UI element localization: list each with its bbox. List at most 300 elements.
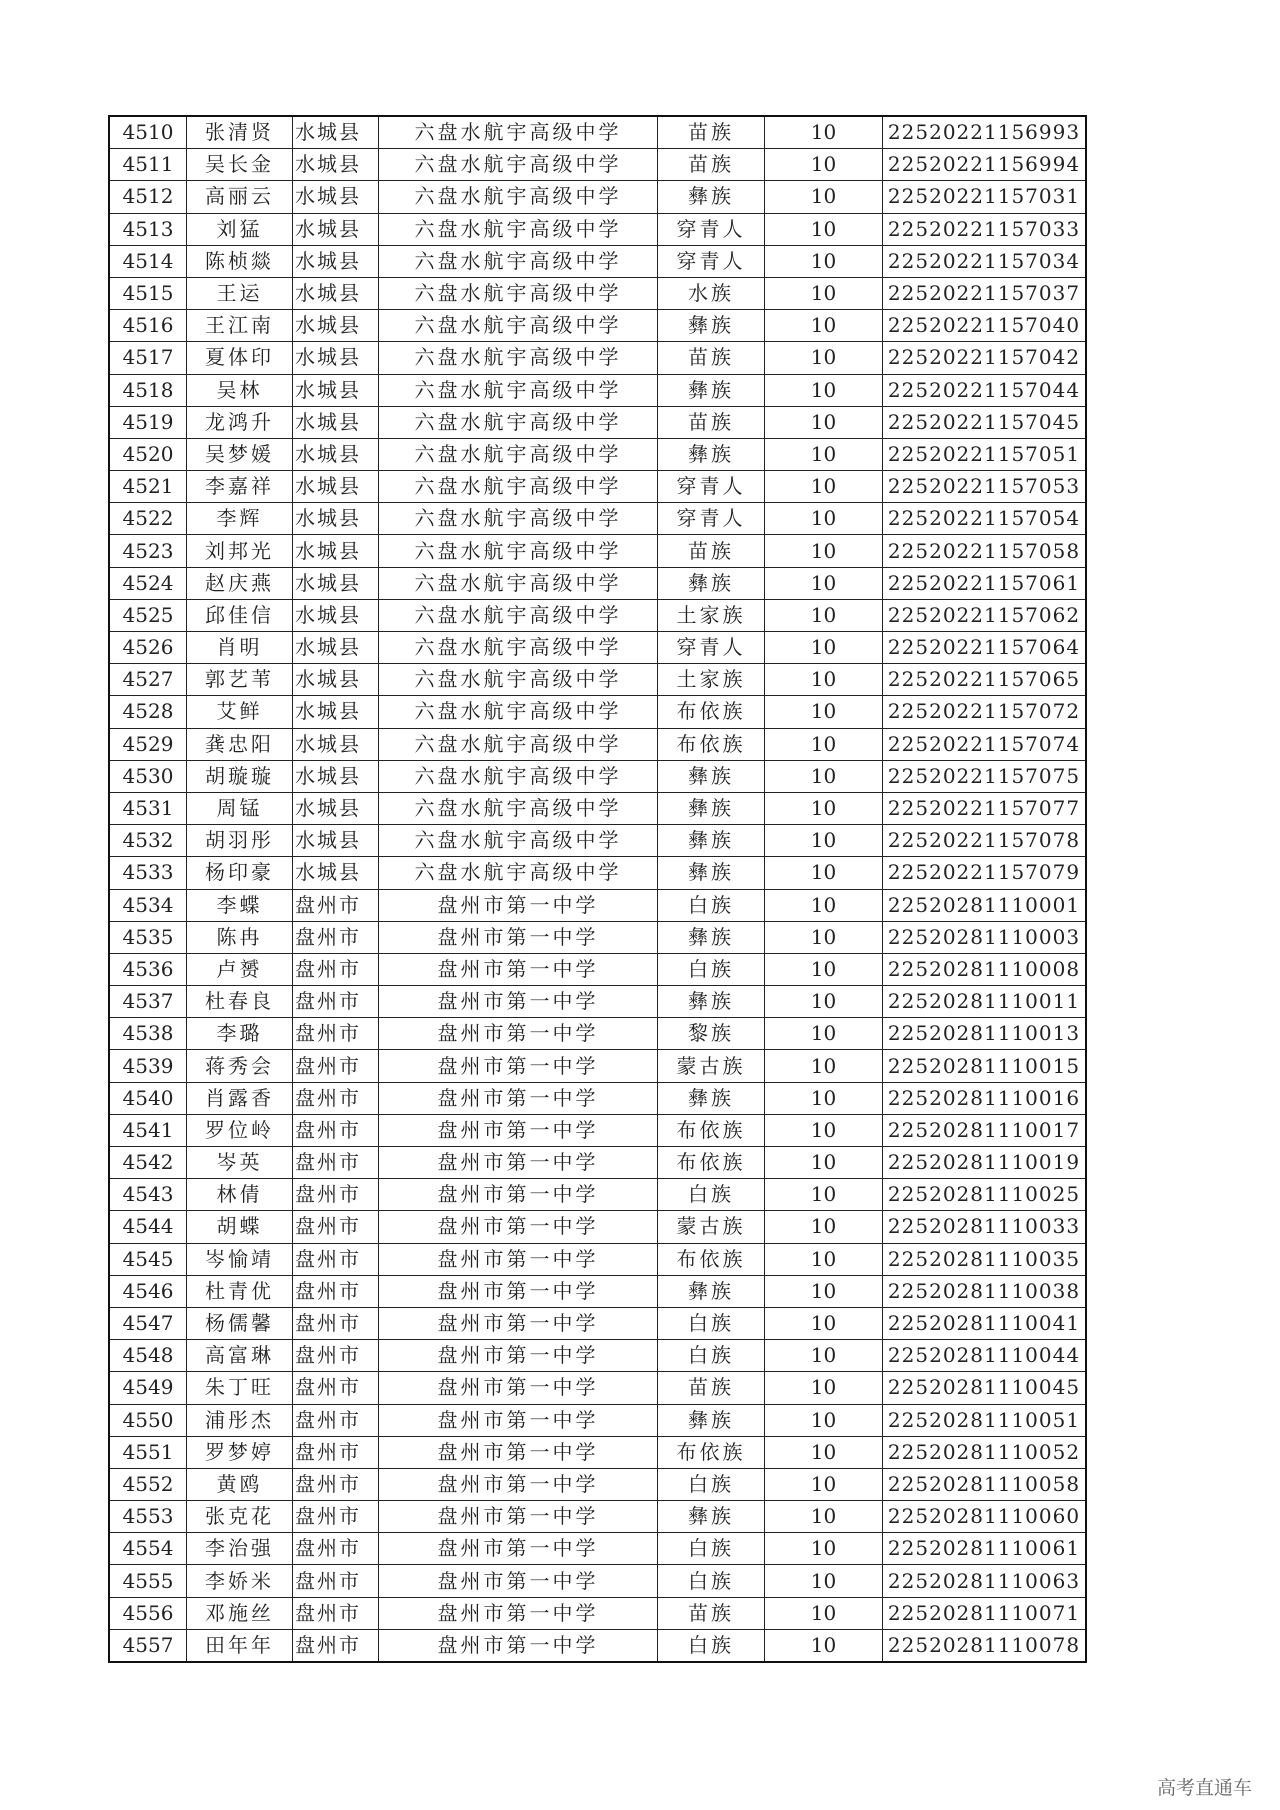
student-name-cell: 胡璇璇 [187, 760, 293, 792]
table-row [109, 116, 1086, 149]
table-row [109, 1533, 1086, 1565]
row-number-cell: 4543 [109, 1179, 187, 1211]
exam-number-cell: 22520221157065 [883, 664, 1087, 696]
ethnicity-cell: 彝族 [658, 825, 765, 857]
student-name-cell: 郭艺苇 [187, 664, 293, 696]
score-cell: 10 [765, 374, 883, 406]
row-number-cell: 4554 [109, 1533, 187, 1565]
score-cell: 10 [765, 213, 883, 245]
county-cell: 水城县 [293, 760, 379, 792]
table-row [109, 149, 1086, 181]
table-row [109, 535, 1086, 567]
table-row [109, 503, 1086, 535]
table-row [109, 1275, 1086, 1307]
row-number-cell: 4528 [109, 696, 187, 728]
exam-number-cell: 22520221157031 [883, 181, 1087, 213]
table-row [109, 1114, 1086, 1146]
table-row [109, 374, 1086, 406]
table-row [109, 632, 1086, 664]
score-cell: 10 [765, 921, 883, 953]
exam-number-cell: 22520281110011 [883, 986, 1087, 1018]
table-row [109, 471, 1086, 503]
row-number-cell: 4511 [109, 149, 187, 181]
ethnicity-cell: 苗族 [658, 342, 765, 374]
ethnicity-cell: 彝族 [658, 1275, 765, 1307]
county-cell: 盘州市 [293, 1050, 379, 1082]
student-name-cell: 林倩 [187, 1179, 293, 1211]
ethnicity-cell: 苗族 [658, 1597, 765, 1629]
county-cell: 水城县 [293, 471, 379, 503]
student-name-cell: 夏体印 [187, 342, 293, 374]
table-row [109, 567, 1086, 599]
table-row [109, 1243, 1086, 1275]
student-name-cell: 杨印豪 [187, 857, 293, 889]
school-name-cell: 六盘水航宇高级中学 [379, 792, 658, 824]
student-name-cell: 高富琳 [187, 1340, 293, 1372]
row-number-cell: 4519 [109, 406, 187, 438]
score-cell: 10 [765, 116, 883, 149]
student-name-cell: 罗梦婷 [187, 1436, 293, 1468]
row-number-cell: 4521 [109, 471, 187, 503]
student-name-cell: 李嘉祥 [187, 471, 293, 503]
score-cell: 10 [765, 632, 883, 664]
county-cell: 盘州市 [293, 1565, 379, 1597]
county-cell: 水城县 [293, 438, 379, 470]
school-name-cell: 盘州市第一中学 [379, 1565, 658, 1597]
student-name-cell: 黄鸥 [187, 1468, 293, 1500]
score-cell: 10 [765, 760, 883, 792]
county-cell: 盘州市 [293, 1243, 379, 1275]
row-number-cell: 4548 [109, 1340, 187, 1372]
ethnicity-cell: 布依族 [658, 1243, 765, 1275]
exam-number-cell: 22520281110061 [883, 1533, 1087, 1565]
score-cell: 10 [765, 857, 883, 889]
exam-number-cell: 22520281110044 [883, 1340, 1087, 1372]
ethnicity-cell: 土家族 [658, 664, 765, 696]
school-name-cell: 盘州市第一中学 [379, 1629, 658, 1662]
row-number-cell: 4536 [109, 953, 187, 985]
table-row [109, 664, 1086, 696]
school-name-cell: 盘州市第一中学 [379, 1468, 658, 1500]
table-row [109, 760, 1086, 792]
county-cell: 水城县 [293, 181, 379, 213]
table-row [109, 1597, 1086, 1629]
student-name-cell: 李治强 [187, 1533, 293, 1565]
school-name-cell: 盘州市第一中学 [379, 1147, 658, 1179]
score-cell: 10 [765, 1404, 883, 1436]
row-number-cell: 4515 [109, 277, 187, 309]
student-name-cell: 王江南 [187, 310, 293, 342]
county-cell: 盘州市 [293, 1147, 379, 1179]
county-cell: 水城县 [293, 245, 379, 277]
ethnicity-cell: 彝族 [658, 921, 765, 953]
row-number-cell: 4547 [109, 1307, 187, 1339]
score-cell: 10 [765, 1597, 883, 1629]
county-cell: 盘州市 [293, 1404, 379, 1436]
score-cell: 10 [765, 1275, 883, 1307]
score-cell: 10 [765, 471, 883, 503]
exam-number-cell: 22520281110045 [883, 1372, 1087, 1404]
row-number-cell: 4529 [109, 728, 187, 760]
school-name-cell: 六盘水航宇高级中学 [379, 116, 658, 149]
school-name-cell: 盘州市第一中学 [379, 986, 658, 1018]
row-number-cell: 4542 [109, 1147, 187, 1179]
ethnicity-cell: 白族 [658, 1468, 765, 1500]
score-cell: 10 [765, 1211, 883, 1243]
ethnicity-cell: 蒙古族 [658, 1211, 765, 1243]
student-name-cell: 杨儒馨 [187, 1307, 293, 1339]
exam-number-cell: 22520281110001 [883, 889, 1087, 921]
exam-number-cell: 22520221157072 [883, 696, 1087, 728]
school-name-cell: 六盘水航宇高级中学 [379, 696, 658, 728]
student-name-cell: 李辉 [187, 503, 293, 535]
row-number-cell: 4556 [109, 1597, 187, 1629]
student-name-cell: 刘邦光 [187, 535, 293, 567]
exam-number-cell: 22520281110025 [883, 1179, 1087, 1211]
score-cell: 10 [765, 277, 883, 309]
ethnicity-cell: 白族 [658, 1179, 765, 1211]
county-cell: 盘州市 [293, 1436, 379, 1468]
table-row [109, 857, 1086, 889]
student-name-cell: 岑英 [187, 1147, 293, 1179]
table-row [109, 696, 1086, 728]
score-cell: 10 [765, 503, 883, 535]
ethnicity-cell: 苗族 [658, 116, 765, 149]
school-name-cell: 盘州市第一中学 [379, 1275, 658, 1307]
county-cell: 水城县 [293, 503, 379, 535]
ethnicity-cell: 水族 [658, 277, 765, 309]
ethnicity-cell: 黎族 [658, 1018, 765, 1050]
exam-number-cell: 22520221157079 [883, 857, 1087, 889]
county-cell: 水城县 [293, 310, 379, 342]
row-number-cell: 4530 [109, 760, 187, 792]
score-cell: 10 [765, 1501, 883, 1533]
exam-number-cell: 22520281110058 [883, 1468, 1087, 1500]
county-cell: 水城县 [293, 632, 379, 664]
score-cell: 10 [765, 986, 883, 1018]
row-number-cell: 4518 [109, 374, 187, 406]
school-name-cell: 六盘水航宇高级中学 [379, 471, 658, 503]
exam-number-cell: 22520221157078 [883, 825, 1087, 857]
ethnicity-cell: 彝族 [658, 310, 765, 342]
ethnicity-cell: 苗族 [658, 535, 765, 567]
exam-number-cell: 22520221157074 [883, 728, 1087, 760]
ethnicity-cell: 穿青人 [658, 503, 765, 535]
county-cell: 盘州市 [293, 1179, 379, 1211]
school-name-cell: 盘州市第一中学 [379, 1340, 658, 1372]
row-number-cell: 4513 [109, 213, 187, 245]
exam-number-cell: 22520281110008 [883, 953, 1087, 985]
ethnicity-cell: 苗族 [658, 406, 765, 438]
exam-number-cell: 22520281110078 [883, 1629, 1087, 1662]
table-row [109, 1501, 1086, 1533]
student-name-cell: 高丽云 [187, 181, 293, 213]
score-cell: 10 [765, 535, 883, 567]
county-cell: 盘州市 [293, 1307, 379, 1339]
ethnicity-cell: 白族 [658, 1629, 765, 1662]
student-name-cell: 杜青优 [187, 1275, 293, 1307]
row-number-cell: 4517 [109, 342, 187, 374]
county-cell: 水城县 [293, 728, 379, 760]
exam-number-cell: 22520221156993 [883, 116, 1087, 149]
table-row [109, 342, 1086, 374]
student-name-cell: 罗位岭 [187, 1114, 293, 1146]
ethnicity-cell: 穿青人 [658, 213, 765, 245]
exam-number-cell: 22520221157058 [883, 535, 1087, 567]
county-cell: 水城县 [293, 116, 379, 149]
ethnicity-cell: 白族 [658, 953, 765, 985]
ethnicity-cell: 蒙古族 [658, 1050, 765, 1082]
student-name-cell: 胡羽彤 [187, 825, 293, 857]
ethnicity-cell: 彝族 [658, 1082, 765, 1114]
table-row [109, 1565, 1086, 1597]
county-cell: 盘州市 [293, 1501, 379, 1533]
ethnicity-cell: 彝族 [658, 857, 765, 889]
row-number-cell: 4549 [109, 1372, 187, 1404]
ethnicity-cell: 布依族 [658, 1436, 765, 1468]
row-number-cell: 4520 [109, 438, 187, 470]
school-name-cell: 六盘水航宇高级中学 [379, 245, 658, 277]
row-number-cell: 4552 [109, 1468, 187, 1500]
student-name-cell: 李璐 [187, 1018, 293, 1050]
ethnicity-cell: 白族 [658, 889, 765, 921]
ethnicity-cell: 彝族 [658, 1404, 765, 1436]
county-cell: 盘州市 [293, 921, 379, 953]
table-row [109, 181, 1086, 213]
school-name-cell: 六盘水航宇高级中学 [379, 760, 658, 792]
row-number-cell: 4545 [109, 1243, 187, 1275]
school-name-cell: 盘州市第一中学 [379, 1018, 658, 1050]
school-name-cell: 盘州市第一中学 [379, 889, 658, 921]
county-cell: 水城县 [293, 149, 379, 181]
table-row [109, 1211, 1086, 1243]
school-name-cell: 盘州市第一中学 [379, 1372, 658, 1404]
score-cell: 10 [765, 953, 883, 985]
score-cell: 10 [765, 1018, 883, 1050]
county-cell: 盘州市 [293, 1372, 379, 1404]
school-name-cell: 六盘水航宇高级中学 [379, 438, 658, 470]
school-name-cell: 六盘水航宇高级中学 [379, 213, 658, 245]
county-cell: 盘州市 [293, 889, 379, 921]
student-list-table [108, 115, 1087, 1663]
student-name-cell: 刘猛 [187, 213, 293, 245]
score-cell: 10 [765, 1050, 883, 1082]
student-name-cell: 朱丁旺 [187, 1372, 293, 1404]
student-name-cell: 田年年 [187, 1629, 293, 1662]
student-name-cell: 李蝶 [187, 889, 293, 921]
county-cell: 水城县 [293, 342, 379, 374]
county-cell: 盘州市 [293, 1629, 379, 1662]
ethnicity-cell: 彝族 [658, 792, 765, 824]
row-number-cell: 4533 [109, 857, 187, 889]
table-row [109, 277, 1086, 309]
county-cell: 水城县 [293, 277, 379, 309]
score-cell: 10 [765, 889, 883, 921]
school-name-cell: 盘州市第一中学 [379, 1211, 658, 1243]
row-number-cell: 4534 [109, 889, 187, 921]
student-name-cell: 吴林 [187, 374, 293, 406]
ethnicity-cell: 彝族 [658, 760, 765, 792]
row-number-cell: 4522 [109, 503, 187, 535]
table-row [109, 599, 1086, 631]
county-cell: 盘州市 [293, 1597, 379, 1629]
exam-number-cell: 22520281110041 [883, 1307, 1087, 1339]
school-name-cell: 盘州市第一中学 [379, 1501, 658, 1533]
ethnicity-cell: 白族 [658, 1533, 765, 1565]
ethnicity-cell: 彝族 [658, 567, 765, 599]
score-cell: 10 [765, 1565, 883, 1597]
student-name-cell: 卢赟 [187, 953, 293, 985]
score-cell: 10 [765, 825, 883, 857]
table-row [109, 438, 1086, 470]
exam-number-cell: 22520221157061 [883, 567, 1087, 599]
exam-number-cell: 22520221157033 [883, 213, 1087, 245]
school-name-cell: 盘州市第一中学 [379, 1243, 658, 1275]
county-cell: 盘州市 [293, 1468, 379, 1500]
school-name-cell: 六盘水航宇高级中学 [379, 632, 658, 664]
row-number-cell: 4512 [109, 181, 187, 213]
row-number-cell: 4557 [109, 1629, 187, 1662]
exam-number-cell: 22520281110052 [883, 1436, 1087, 1468]
county-cell: 盘州市 [293, 1018, 379, 1050]
school-name-cell: 六盘水航宇高级中学 [379, 310, 658, 342]
table-row [109, 825, 1086, 857]
row-number-cell: 4516 [109, 310, 187, 342]
county-cell: 盘州市 [293, 1340, 379, 1372]
school-name-cell: 盘州市第一中学 [379, 1082, 658, 1114]
school-name-cell: 盘州市第一中学 [379, 953, 658, 985]
row-number-cell: 4525 [109, 599, 187, 631]
student-name-cell: 张克花 [187, 1501, 293, 1533]
exam-number-cell: 22520281110063 [883, 1565, 1087, 1597]
ethnicity-cell: 白族 [658, 1307, 765, 1339]
student-name-cell: 陈桢燚 [187, 245, 293, 277]
table-row [109, 986, 1086, 1018]
row-number-cell: 4526 [109, 632, 187, 664]
score-cell: 10 [765, 342, 883, 374]
student-name-cell: 周锰 [187, 792, 293, 824]
row-number-cell: 4539 [109, 1050, 187, 1082]
ethnicity-cell: 白族 [658, 1340, 765, 1372]
score-cell: 10 [765, 567, 883, 599]
school-name-cell: 盘州市第一中学 [379, 921, 658, 953]
exam-number-cell: 22520221157053 [883, 471, 1087, 503]
student-name-cell: 胡蝶 [187, 1211, 293, 1243]
table-row [109, 1179, 1086, 1211]
score-cell: 10 [765, 1436, 883, 1468]
student-name-cell: 王运 [187, 277, 293, 309]
ethnicity-cell: 苗族 [658, 1372, 765, 1404]
student-name-cell: 李娇米 [187, 1565, 293, 1597]
student-name-cell: 肖露香 [187, 1082, 293, 1114]
table-row [109, 792, 1086, 824]
school-name-cell: 盘州市第一中学 [379, 1307, 658, 1339]
school-name-cell: 六盘水航宇高级中学 [379, 503, 658, 535]
student-name-cell: 邓施丝 [187, 1597, 293, 1629]
row-number-cell: 4540 [109, 1082, 187, 1114]
school-name-cell: 盘州市第一中学 [379, 1179, 658, 1211]
table-row [109, 1436, 1086, 1468]
score-cell: 10 [765, 181, 883, 213]
exam-number-cell: 22520281110015 [883, 1050, 1087, 1082]
row-number-cell: 4523 [109, 535, 187, 567]
county-cell: 盘州市 [293, 986, 379, 1018]
county-cell: 盘州市 [293, 1275, 379, 1307]
student-name-cell: 岑愉靖 [187, 1243, 293, 1275]
school-name-cell: 六盘水航宇高级中学 [379, 728, 658, 760]
table-row [109, 1082, 1086, 1114]
table-body [109, 116, 1086, 1662]
score-cell: 10 [765, 406, 883, 438]
school-name-cell: 六盘水航宇高级中学 [379, 149, 658, 181]
school-name-cell: 六盘水航宇高级中学 [379, 535, 658, 567]
student-name-cell: 龚忠阳 [187, 728, 293, 760]
school-name-cell: 六盘水航宇高级中学 [379, 825, 658, 857]
table-row [109, 310, 1086, 342]
school-name-cell: 盘州市第一中学 [379, 1436, 658, 1468]
county-cell: 盘州市 [293, 1533, 379, 1565]
row-number-cell: 4546 [109, 1275, 187, 1307]
exam-number-cell: 22520221157045 [883, 406, 1087, 438]
row-number-cell: 4524 [109, 567, 187, 599]
school-name-cell: 六盘水航宇高级中学 [379, 664, 658, 696]
school-name-cell: 盘州市第一中学 [379, 1050, 658, 1082]
school-name-cell: 盘州市第一中学 [379, 1533, 658, 1565]
table-row [109, 953, 1086, 985]
county-cell: 盘州市 [293, 1082, 379, 1114]
exam-number-cell: 22520281110035 [883, 1243, 1087, 1275]
score-cell: 10 [765, 1533, 883, 1565]
table-row [109, 1629, 1086, 1662]
county-cell: 水城县 [293, 374, 379, 406]
exam-number-cell: 22520221157051 [883, 438, 1087, 470]
exam-number-cell: 22520221157037 [883, 277, 1087, 309]
row-number-cell: 4531 [109, 792, 187, 824]
row-number-cell: 4527 [109, 664, 187, 696]
student-name-cell: 蒋秀会 [187, 1050, 293, 1082]
score-cell: 10 [765, 728, 883, 760]
exam-number-cell: 22520221157040 [883, 310, 1087, 342]
score-cell: 10 [765, 1372, 883, 1404]
table-row [109, 1018, 1086, 1050]
student-name-cell: 浦彤杰 [187, 1404, 293, 1436]
exam-number-cell: 22520281110019 [883, 1147, 1087, 1179]
student-name-cell: 肖明 [187, 632, 293, 664]
row-number-cell: 4537 [109, 986, 187, 1018]
ethnicity-cell: 彝族 [658, 374, 765, 406]
row-number-cell: 4535 [109, 921, 187, 953]
table-row [109, 406, 1086, 438]
score-cell: 10 [765, 1082, 883, 1114]
county-cell: 盘州市 [293, 1211, 379, 1243]
exam-number-cell: 22520221157044 [883, 374, 1087, 406]
ethnicity-cell: 土家族 [658, 599, 765, 631]
exam-number-cell: 22520281110051 [883, 1404, 1087, 1436]
score-cell: 10 [765, 1629, 883, 1662]
exam-number-cell: 22520281110017 [883, 1114, 1087, 1146]
table-row [109, 1050, 1086, 1082]
score-cell: 10 [765, 696, 883, 728]
exam-number-cell: 22520281110033 [883, 1211, 1087, 1243]
county-cell: 盘州市 [293, 953, 379, 985]
row-number-cell: 4553 [109, 1501, 187, 1533]
score-cell: 10 [765, 599, 883, 631]
county-cell: 水城县 [293, 406, 379, 438]
score-cell: 10 [765, 1307, 883, 1339]
ethnicity-cell: 穿青人 [658, 471, 765, 503]
county-cell: 水城县 [293, 664, 379, 696]
exam-number-cell: 22520221157042 [883, 342, 1087, 374]
